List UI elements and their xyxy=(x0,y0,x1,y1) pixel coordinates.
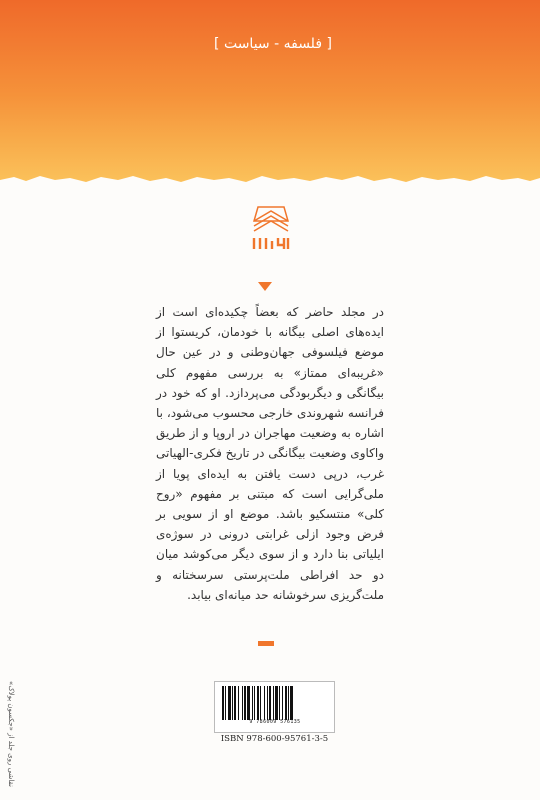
isbn-number: ISBN 978-600-95761-3-5 xyxy=(220,734,329,744)
barcode-box xyxy=(214,681,335,733)
down-arrow-icon xyxy=(258,282,272,291)
cover-orange-band xyxy=(0,0,540,182)
barcode-digits: 9 786009 576135 xyxy=(249,719,301,725)
cover-art-credit-text: نقاشی روی جلد از «جکسون پولاک» xyxy=(7,681,15,787)
orange-dash-divider xyxy=(258,641,274,646)
publisher-logo-icon xyxy=(248,205,294,253)
category-label: [ فلسفه - سیاست ] xyxy=(214,36,332,52)
blurb-text: در مجلد حاضر که بعضاً چکیده‌ای است از ایده‌های اصلی بیگانه با خودمان، کریستوا از موضع فیلسوفی جهان‌وطنی و در عین حال «غریبه‌ای ممتاز» به بررسی مفهوم کلی بیگانگی و دیگربودگی می‌پردازد. او که خود در فرانسه شهروندی خارجی محسوب می‌شود، با اشاره به وضعیت مهاجران در اروپا و از طریق واکاوی وضعیت بیگانگی در تاریخ فکری-الهیاتی غرب، درپی دست یافتن به ایده‌ای پویا از ملی‌گرایی است که مبتنی بر مفهوم «روح کلی» منتسکیو باشد. موضع او از سویی بر فرض وجود ازلی غرابتی درونی در سوژه‌ی ایلیاتی بنا دارد و از سوی دیگر می‌کوشد میان دو حد افراطی ملت‌پرستی سرسختانه و ملت‌گریزی سرخوشانه حد میانه‌ای بیابد. xyxy=(155,305,384,602)
barcode-icon xyxy=(221,686,329,720)
cover-art-credit xyxy=(6,681,16,787)
torn-paper-edge xyxy=(0,168,540,190)
